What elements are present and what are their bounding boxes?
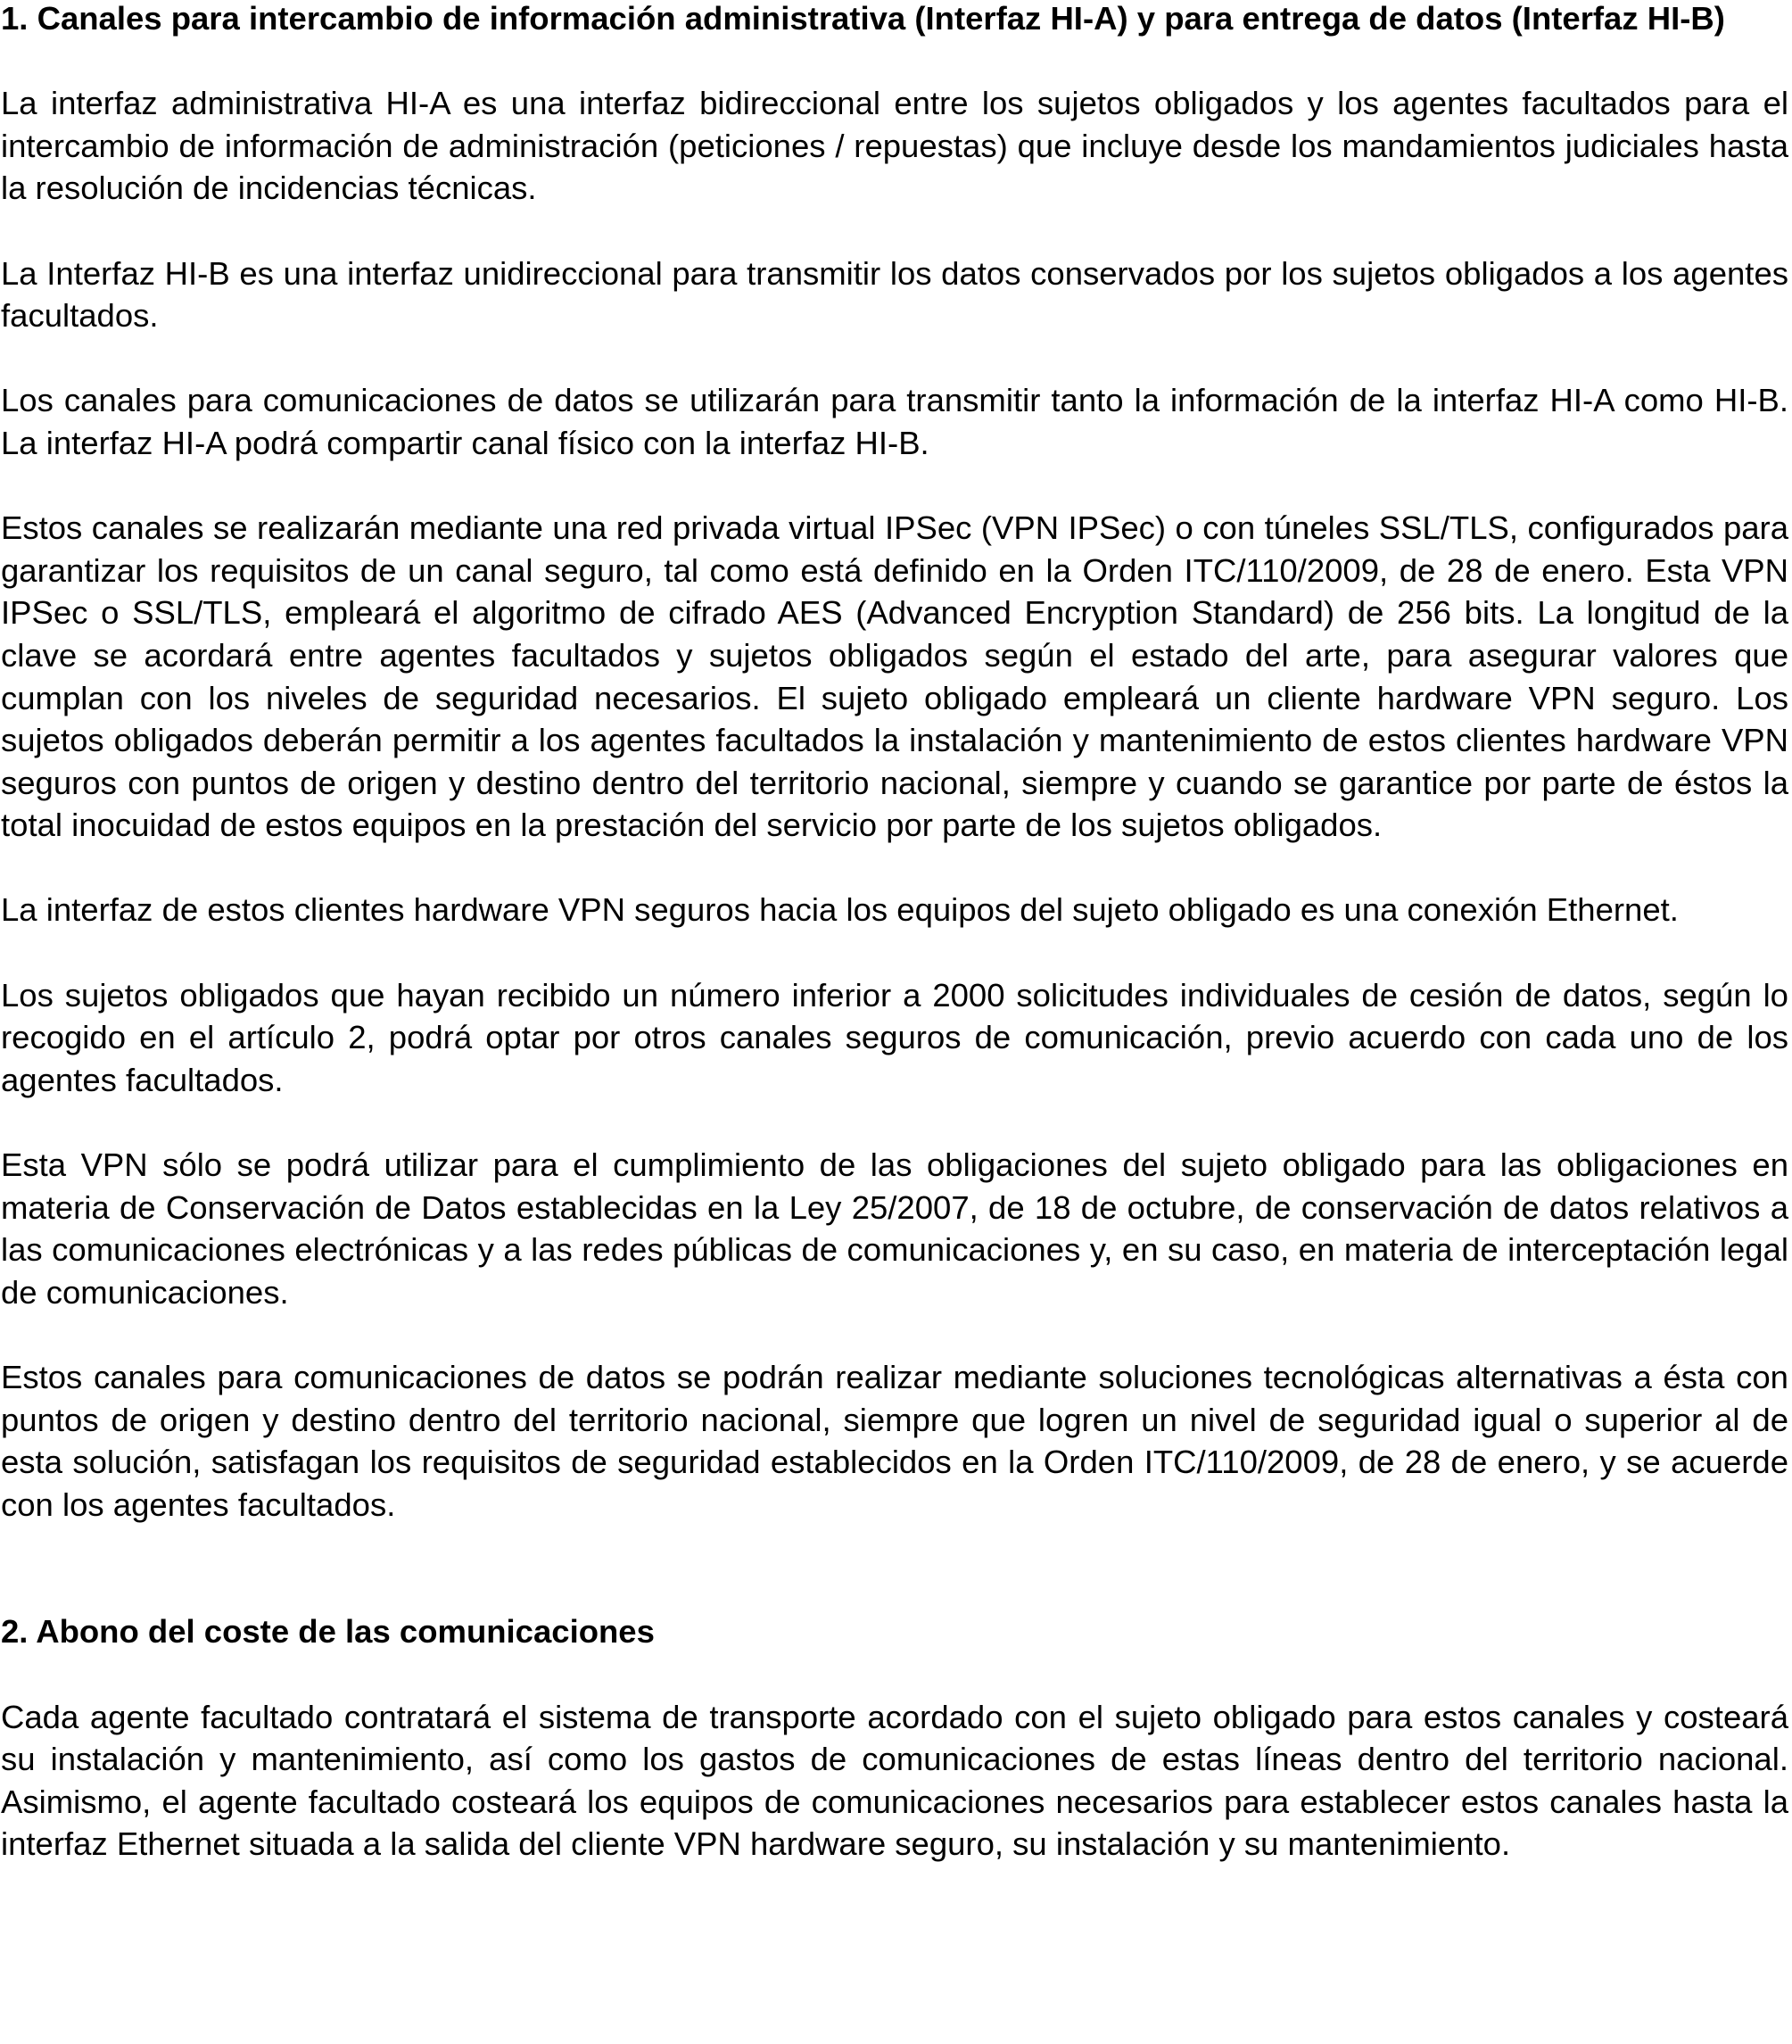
paragraph-ethernet: La interfaz de estos clientes hardware VPN seguros hacia los equipos del sujeto obligado es una conexión Ethernet. — [1, 891, 1679, 929]
paragraph-2000-solicitudes: Los sujetos obligados que hayan recibido un número inferior a 2000 solicitudes individuales de cesión de datos, según lo recogido en el artículo 2, podrá optar por otros canales seguros de comunicación, previo acuerdo con cada uno de los agentes facultados. — [1, 976, 1788, 1098]
paragraph-hi-a: La interfaz administrativa HI-A es una interfaz bidireccional entre los sujetos obligados y los agentes facultados para el intercambio de información de administración (peticiones / repuestas) que incluye desde los mandamientos judiciales hasta la resolución de incidencias técnicas. — [1, 85, 1788, 207]
paragraph-abono-coste: Cada agente facultado contratará el sistema de transporte acordado con el sujeto obligado para estos canales y costeará su instalación y mantenimiento, así como los gastos de comunicaciones de estas líneas dentro del territorio nacional. Asimismo, el agente facultado costeará los equipos de comunicaciones necesarios para establecer estos canales hasta la interfaz Ethernet situada a la salida del cliente VPN hardware seguro, su instalación y su mantenimiento. — [1, 1698, 1788, 1863]
section-heading-2: 2. Abono del coste de las comunicaciones — [1, 1613, 655, 1651]
section-heading-1: 1. Canales para intercambio de información administrativa (Interfaz HI-A) y para entrega de datos (Interfaz HI-B) — [1, 0, 1725, 37]
paragraph-uso-vpn: Esta VPN sólo se podrá utilizar para el cumplimiento de las obligaciones del sujeto obligado para las obligaciones en materia de Conservación de Datos establecidas en la Ley 25/2007, de 18 de octubre, de conservación de datos relativos a las comunicaciones electrónicas y a las redes públicas de comunicaciones y, en su caso, en materia de interceptación legal de comunicaciones. — [1, 1146, 1788, 1311]
paragraph-hi-b: La Interfaz HI-B es una interfaz unidireccional para transmitir los datos conservados por los sujetos obligados a los agentes facultados. — [1, 254, 1788, 335]
paragraph-soluciones-alternativas: Estos canales para comunicaciones de datos se podrán realizar mediante soluciones tecnológicas alternativas a ésta con puntos de origen y destino dentro del territorio nacional, siempre que logren un nivel de seguridad igual o superior al de esta solución, satisfagan los requisitos de seguridad establecidos en la Orden ITC/110/2009, de 28 de enero, y se acuerde con los agentes facultados. — [1, 1359, 1788, 1523]
paragraph-canales-datos: Los canales para comunicaciones de datos se utilizarán para transmitir tanto la información de la interfaz HI-A como HI-B. La interfaz HI-A podrá compartir canal físico con la interfaz HI-B. — [1, 382, 1788, 461]
paragraph-vpn-ipsec: Estos canales se realizarán mediante una red privada virtual IPSec (VPN IPSec) o con túneles SSL/TLS, configurados para garantizar los requisitos de un canal seguro, tal como está definido en la Orden ITC/110/2009, de 28 de enero. Esta VPN IPSec o SSL/TLS, empleará el algoritmo de cifrado AES (Advanced Encryption Standard) de 256 bits. La longitud de la clave se acordará entre agentes facultados y sujetos obligados según el estado del arte, para asegurar valores que cumplan con los niveles de seguridad necesarios. El sujeto obligado empleará un cliente hardware VPN seguro. Los sujetos obligados deberán permitir a los agentes facultados la instalación y mantenimiento de estos clientes hardware VPN seguros con puntos de origen y destino dentro del territorio nacional, siempre y cuando se garantice por parte de éstos la total inocuidad de estos equipos en la prestación del servicio por parte de los sujetos obligados. — [1, 509, 1788, 844]
